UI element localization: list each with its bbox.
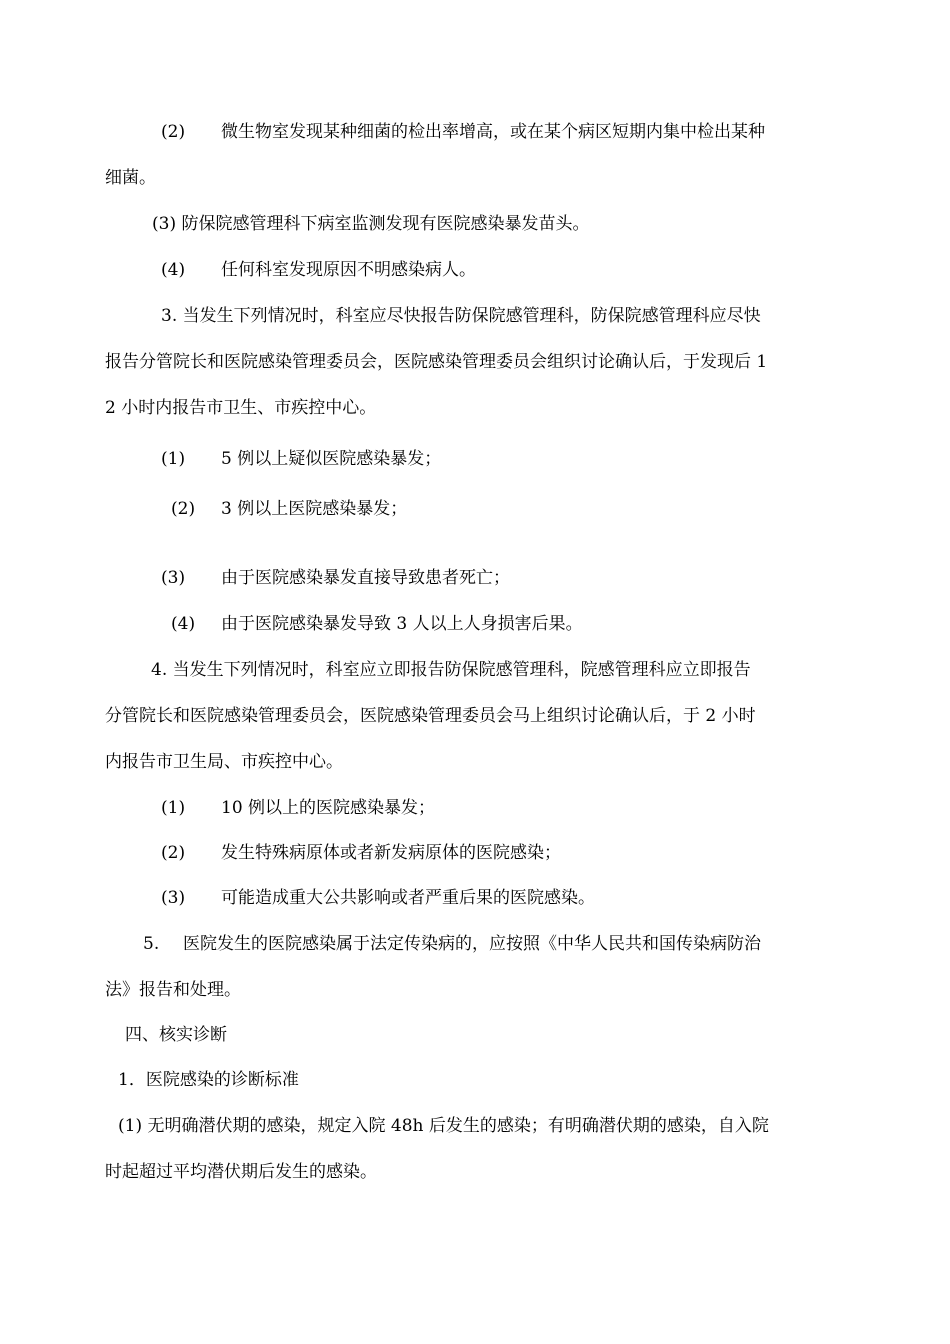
paragraph-line: 微生物室发现某种细菌的检出率增高，或在某个病区短期内集中检出某种 — [221, 122, 765, 142]
list-item-text: 由于医院感染暴发导致 3 人以上人身损害后果。 — [221, 614, 583, 634]
item-number-2: (2) — [161, 122, 186, 142]
list-item-text: 由于医院感染暴发直接导致患者死亡； — [221, 568, 510, 588]
section-5-line: 法》报告和处理。 — [105, 980, 241, 1000]
list-item-text: 发生特殊病原体或者新发病原体的医院感染； — [221, 843, 561, 863]
section-5-number: 5. — [143, 934, 160, 954]
section-heading: 四、核实诊断 — [125, 1025, 227, 1045]
paragraph-line: (3) 防保院感管理科下病室监测发现有医院感染暴发苗头。 — [152, 214, 590, 234]
section-4-line: 4. 当发生下列情况时，科室应立即报告防保院感管理科，院感管理科应立即报告 — [151, 660, 751, 680]
item-number-4: (4) — [161, 260, 186, 280]
section-4-line: 分管院长和医院感染管理委员会，医院感染管理委员会马上组织讨论确认后，于 2 小时 — [105, 706, 756, 726]
paragraph-line: 任何科室发现原因不明感染病人。 — [221, 260, 476, 280]
list-item-number: (3) — [161, 568, 186, 588]
section-3-line: 报告分管院长和医院感染管理委员会，医院感染管理委员会组织讨论确认后，于发现后 1 — [105, 352, 768, 372]
list-item-number: (2) — [171, 499, 196, 519]
section-3-line: 2 小时内报告市卫生、市疾控中心。 — [105, 398, 377, 418]
list-item-text: 5 例以上疑似医院感染暴发； — [221, 449, 442, 469]
list-item-number: (1) — [161, 449, 186, 469]
list-item-number: (2) — [161, 843, 186, 863]
subsection-heading: 1．医院感染的诊断标准 — [118, 1070, 299, 1090]
section-3-line: 3. 当发生下列情况时，科室应尽快报告防保院感管理科，防保院感管理科应尽快 — [161, 306, 761, 326]
diagnosis-line: 时起超过平均潜伏期后发生的感染。 — [105, 1162, 377, 1182]
section-5-line: 医院发生的医院感染属于法定传染病的，应按照《中华人民共和国传染病防治 — [183, 934, 761, 954]
list-item-number: (4) — [171, 614, 196, 634]
paragraph-line: 细菌。 — [105, 168, 156, 188]
list-item-number: (3) — [161, 888, 186, 908]
section-4-line: 内报告市卫生局、市疾控中心。 — [105, 752, 343, 772]
diagnosis-line: (1) 无明确潜伏期的感染，规定入院 48h 后发生的感染；有明确潜伏期的感染，自入院 — [118, 1116, 769, 1136]
list-item-text: 3 例以上医院感染暴发； — [221, 499, 408, 519]
list-item-number: (1) — [161, 798, 186, 818]
list-item-text: 10 例以上的医院感染暴发； — [221, 798, 436, 818]
list-item-text: 可能造成重大公共影响或者严重后果的医院感染。 — [221, 888, 595, 908]
